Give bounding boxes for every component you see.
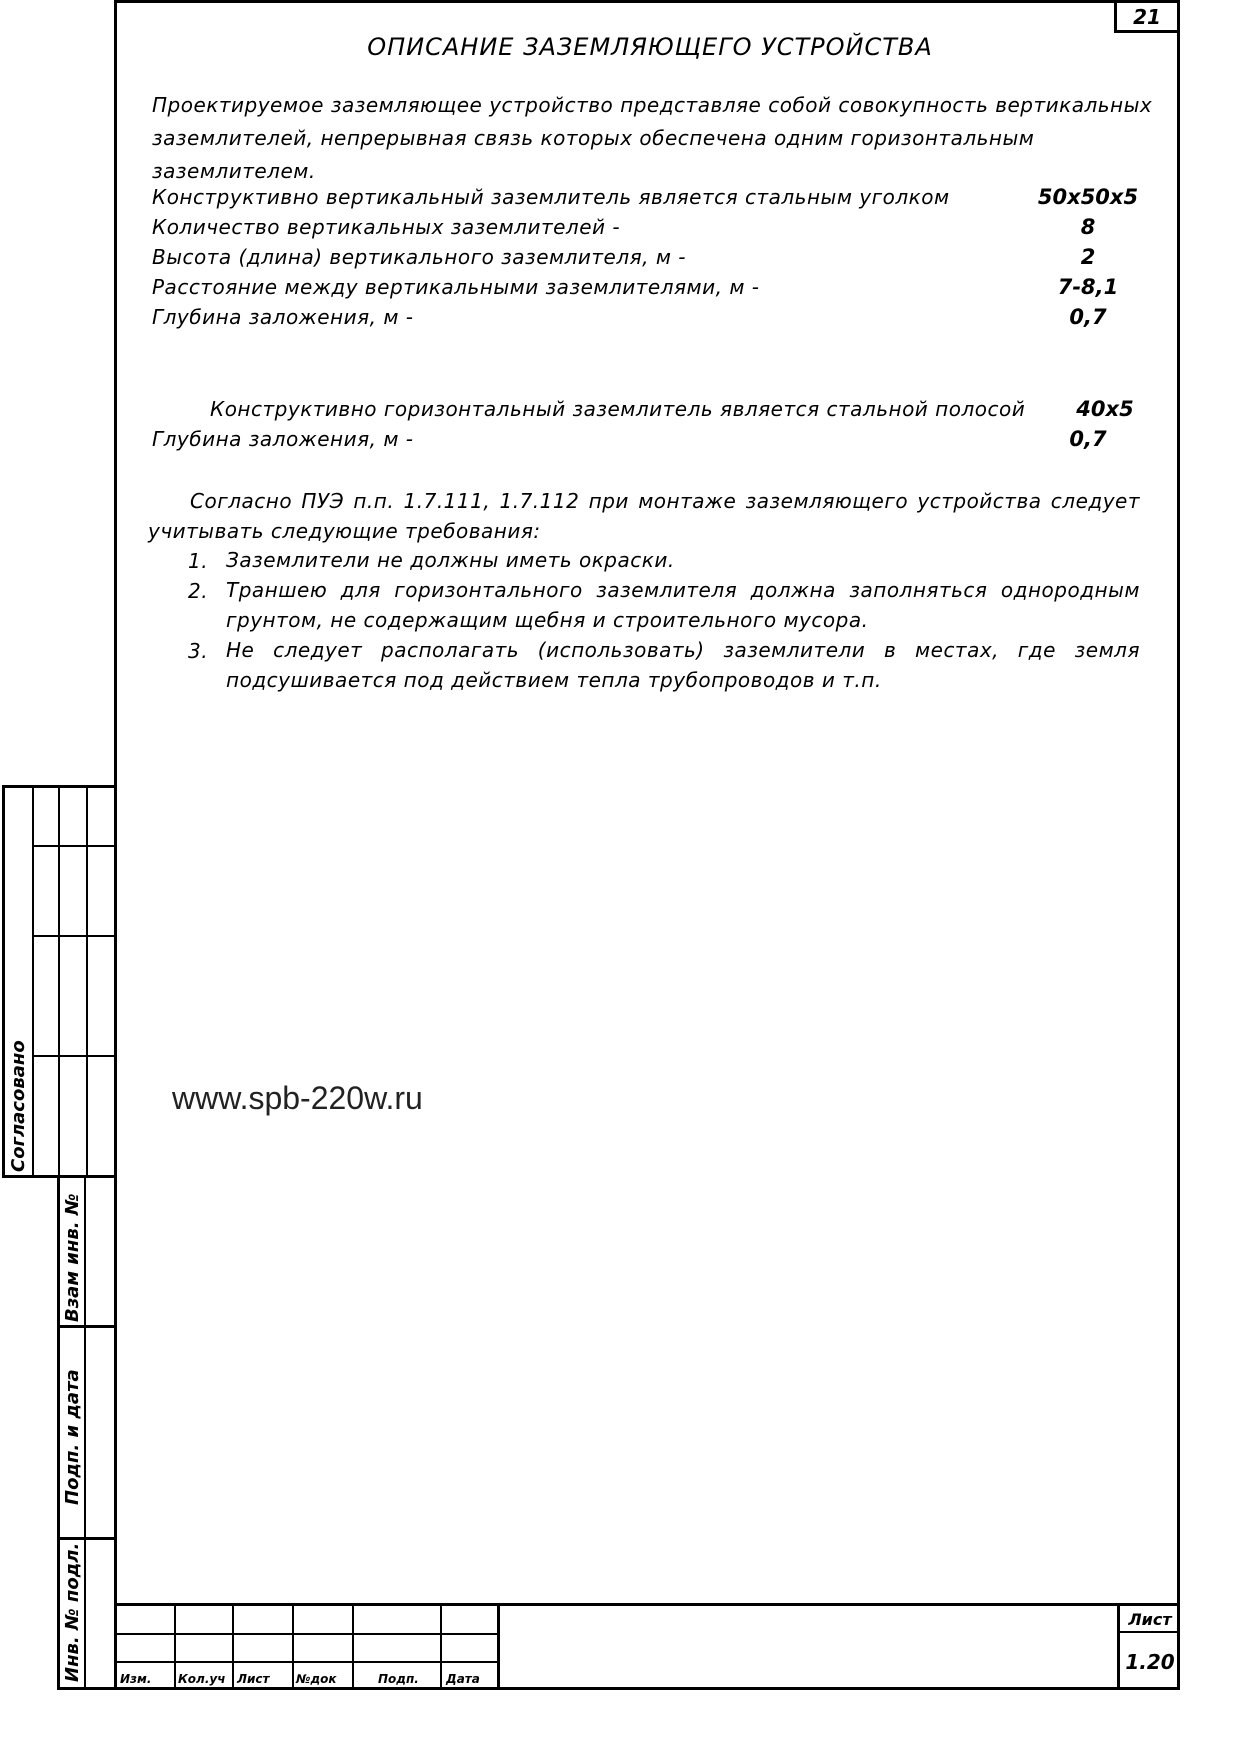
param-label: Расстояние между вертикальными заземлителями, м - [152, 275, 760, 299]
titleblock-border [1117, 1631, 1180, 1633]
stamp-border [32, 785, 34, 1177]
requirement-number: 3. [188, 639, 209, 663]
titleblock-col-data: Дата [446, 1672, 480, 1686]
page-title: ОПИСАНИЕ ЗАЗЕМЛЯЮЩЕГО УСТРОЙСТВА [367, 33, 933, 61]
titleblock-border [440, 1603, 442, 1690]
param-value: 50х50х5 [1037, 185, 1139, 209]
stamp-border [32, 935, 116, 937]
stamp-border [57, 1537, 117, 1540]
requirement-text: Заземлители не должны иметь окраски. [226, 548, 675, 572]
stamp-border [57, 1687, 117, 1690]
stamp-sign-date-label: Подп. и дата [62, 1369, 83, 1505]
intro-line-1: Проектируемое заземляющее устройство представляе собой совокупность вертикальных [152, 93, 1153, 117]
intro-line-3: заземлителем. [152, 159, 316, 183]
stamp-border [86, 785, 88, 1177]
param-value: 7-8,1 [1057, 275, 1119, 299]
stamp-agreed-label: Согласовано [8, 1040, 29, 1172]
stamp-inv-replace-label: Взам инв. № [62, 1193, 83, 1322]
titleblock-border [292, 1603, 294, 1690]
param-value: 40х5 [1076, 397, 1134, 421]
param-label: Количество вертикальных заземлителей - [152, 215, 621, 239]
param-label: Глубина заложения, м - [152, 427, 414, 451]
titleblock-border [232, 1603, 234, 1690]
sheet-number: 1.20 [1125, 1650, 1175, 1674]
requirements-intro: Согласно ПУЭ п.п. 1.7.111, 1.7.112 при монтаже заземляющего устройства следует учитывать следующие требования: [148, 489, 1140, 543]
page-number: 21 [1133, 5, 1161, 29]
param-label: Глубина заложения, м - [152, 305, 414, 329]
stamp-border [57, 1175, 60, 1690]
param-value: 0,7 [1069, 427, 1107, 451]
stamp-border [57, 1325, 117, 1328]
titleblock-border [114, 1603, 1180, 1606]
param-label: Конструктивно вертикальный заземлитель является стальным уголком [152, 185, 950, 209]
stamp-border [58, 785, 60, 1177]
requirement-text: Траншею для горизонтального заземлителя должна заполняться однородным грунтом, не содержащим щебня и строительного мусора. [226, 578, 1140, 632]
stamp-border [32, 845, 116, 847]
titleblock-col-koluch: Кол.уч [178, 1672, 226, 1686]
titleblock-border [352, 1603, 354, 1690]
stamp-border [84, 1175, 86, 1690]
param-value: 2 [1080, 245, 1096, 269]
titleblock-col-ndok: №док [296, 1672, 337, 1686]
titleblock-col-list: Лист [237, 1672, 270, 1686]
param-label: Конструктивно горизонтальный заземлитель является стальной полосой [210, 397, 1026, 421]
param-label: Высота (длина) вертикального заземлителя, м - [152, 245, 687, 269]
requirement-number: 1. [188, 549, 209, 573]
titleblock-border [174, 1603, 176, 1690]
param-value: 8 [1080, 215, 1096, 239]
requirement-text: Не следует располагать (использовать) заземлители в местах, где земля подсушивается под действием тепла трубопроводов и т.п. [226, 638, 1140, 692]
param-value: 0,7 [1069, 305, 1107, 329]
titleblock-col-podp: Подп. [378, 1672, 419, 1686]
watermark-url: www.spb-220w.ru [172, 1080, 423, 1116]
stamp-border [32, 1055, 116, 1057]
stamp-border [2, 785, 5, 1177]
requirement-number: 2. [188, 579, 209, 603]
sheet-label: Лист [1128, 1610, 1172, 1629]
titleblock-col-izm: Изм. [120, 1672, 152, 1686]
stamp-inv-orig-label: Инв. № подл. [62, 1542, 83, 1682]
titleblock-border [497, 1603, 500, 1690]
intro-line-2: заземлителей, непрерывная связь которых обеспечена одним горизонтальным [152, 126, 1035, 150]
